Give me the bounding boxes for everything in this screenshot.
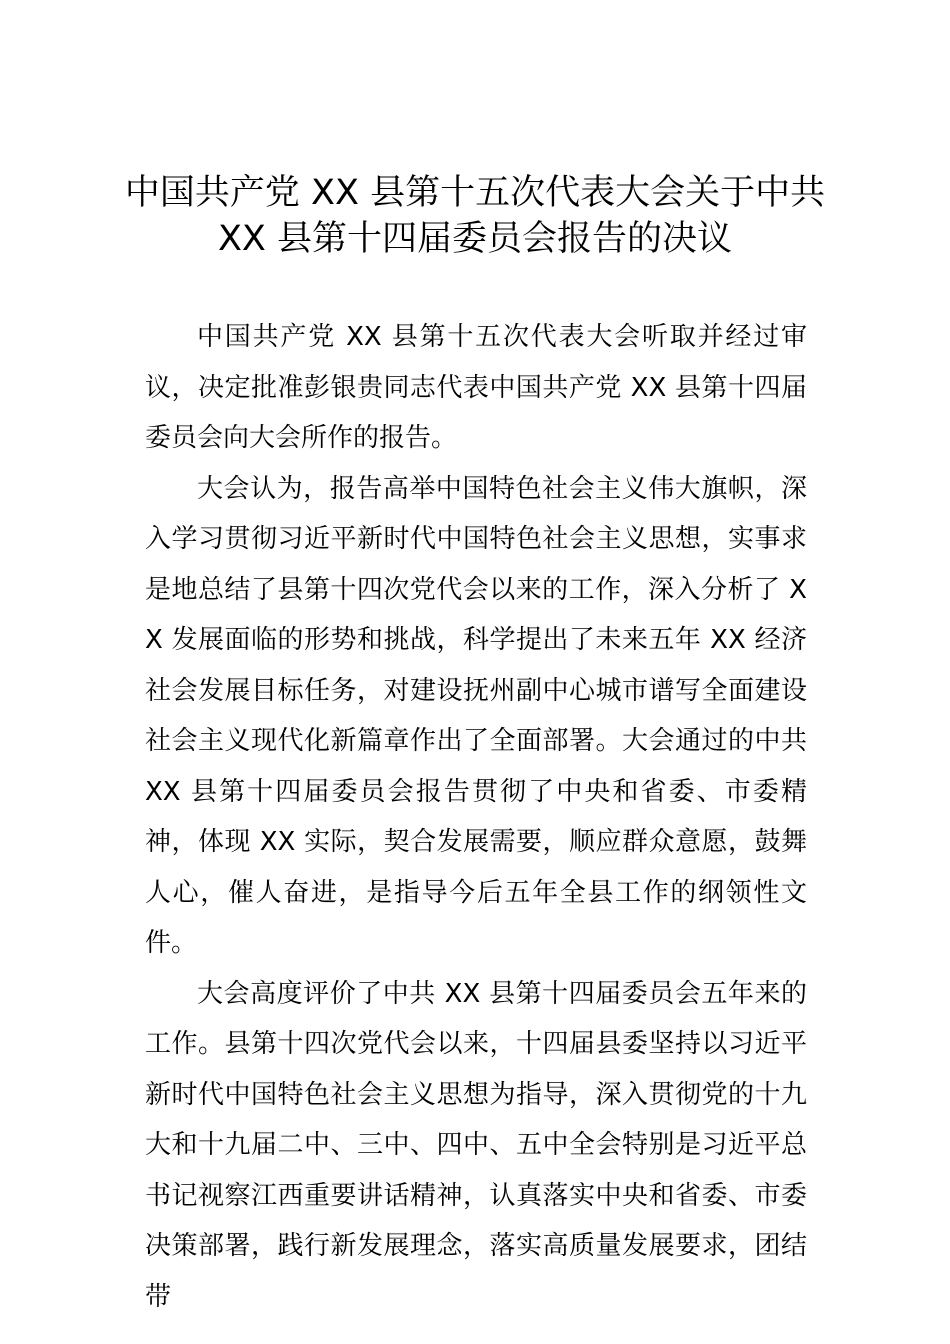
document-body xyxy=(145,312,807,1322)
paragraph-1: 中国共产党 XX 县第十五次代表大会听取并经过审议，决定批准彭银贵同志代表中国共产党 XX 县第十四届委员会向大会所作的报告。 xyxy=(145,322,807,453)
document-title-line-2: XX 县第十四届委员会报告的决议 xyxy=(217,219,733,259)
paragraph-2: 大会认为，报告高举中国特色社会主义伟大旗帜，深入学习贯彻习近平新时代中国特色社会主义思想，实事求是地总结了县第十四次党代会以来的工作，深入分析了 XX 发展面临的形势和挑战，科学提出了未来五年 XX 经济社会发展目标任务，对建设抚州副中心城市谱写全面建设社会主义现代化新篇章作出了全面部署。大会通过的中共 XX 县第十四届委员会报告贯彻了中央和省委、市委精神，体现 XX 实际，契合发展需要，顺应群众意愿，鼓舞人心，催人奋进，是指导今后五年全县工作的纲领性文件。 xyxy=(145,473,807,958)
document-title xyxy=(100,170,850,262)
document-title-line-1: 中国共产党 XX 县第十五次代表大会关于中共 xyxy=(124,173,826,213)
paragraph-3: 大会高度评价了中共 XX 县第十四届委员会五年来的工作。县第十四次党代会以来，十四届县委坚持以习近平新时代中国特色社会主义思想为指导，深入贯彻党的十九大和十九届二中、三中、四中、五中全会特别是习近平总书记视察江西重要讲话精神，认真落实中央和省委、市委决策部署，践行新发展理念，落实高质量发展要求，团结带 xyxy=(145,978,807,1312)
